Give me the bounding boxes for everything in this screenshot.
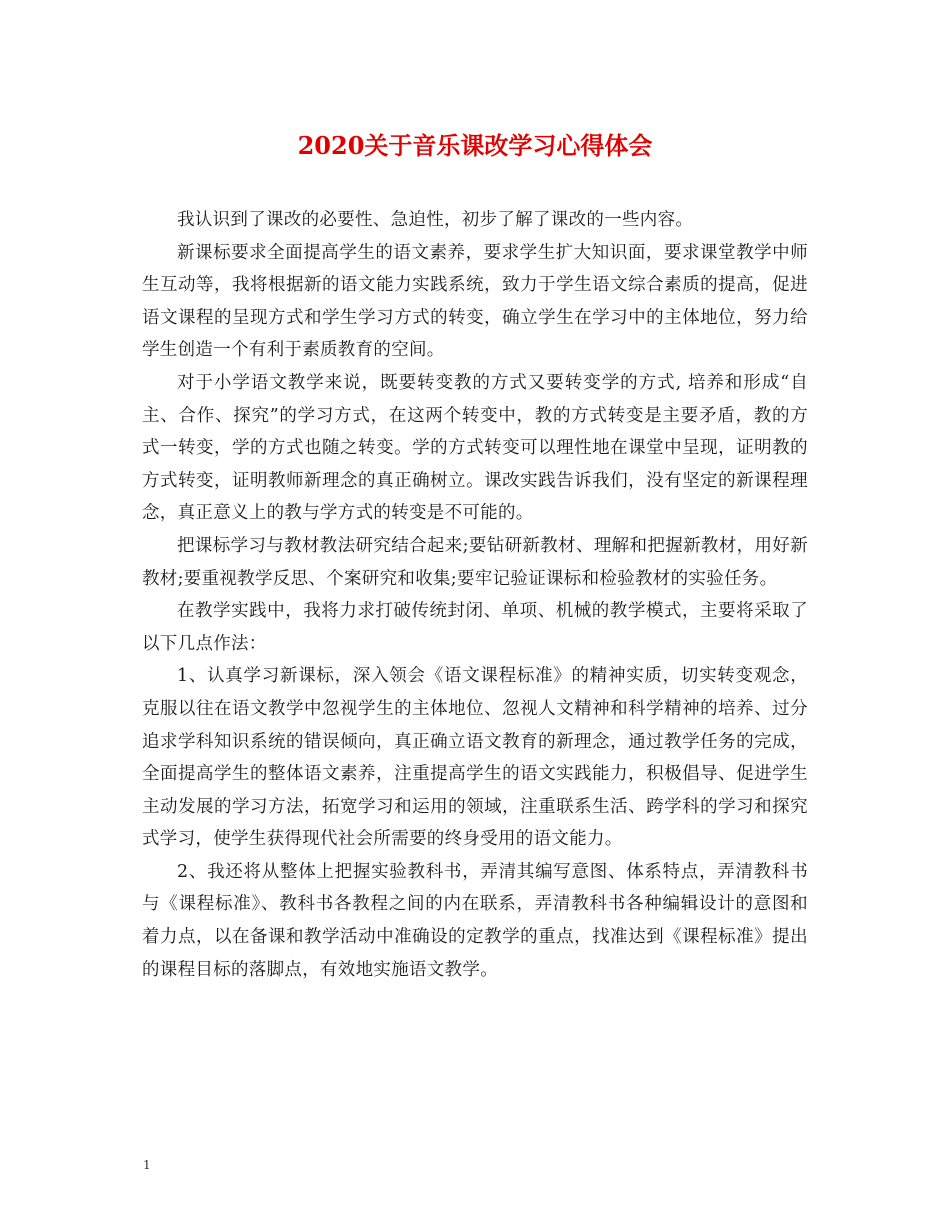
document-body [142, 204, 808, 986]
paragraph-7: 2、我还将从整体上把握实验教科书，弄清其编写意图、体系特点，弄清教科书与《课程标准》、教科书各教程之间的内在联系，弄清教科书各种编辑设计的意图和着力点，以在备课和教学活动中准确设的定教学的重点，找准达到《课程标准》提出的课程目标的落脚点，有效地实施语文教学。 [142, 861, 808, 980]
paragraph-4: 把课标学习与教材教法研究结合起来;要钻研新教材、理解和把握新教材，用好新教材;要重视教学反思、个案研究和收集;要牢记验证课标和检验教材的实验任务。 [142, 535, 808, 589]
page-number: 1 [143, 1158, 151, 1172]
paragraph-6: 1、认真学习新课标，深入领会《语文课程标准》的精神实质，切实转变观念，克服以往在语文教学中忽视学生的主体地位、忽视人文精神和科学精神的培养、过分追求学科知识系统的错误倾向，真正确立语文教育的新理念，通过教学任务的完成，全面提高学生的整体语文素养，注重提高学生的语文实践能力，积极倡导、促进学生主动发展的学习方法，拓宽学习和运用的领域，注重联系生活、跨学科的学习和探究式学习，使学生获得现代社会所需要的终身受用的语文能力。 [142, 666, 808, 850]
paragraph-3: 对于小学语文教学来说，既要转变教的方式又要转变学的方式, 培养和形成“自主、合作、探究”的学习方式，在这两个转变中，教的方式转变是主要矛盾，教的方式一转变，学的方式也随之转变。学的方式转变可以理性地在课堂中呈现，证明教的方式转变，证明教师新理念的真正确树立。课改实践告诉我们，没有坚定的新课程理念，真正意义上的教与学方式的转变是不可能的。 [142, 372, 808, 524]
paragraph-1: 我认识到了课改的必要性、急迫性，初步了解了课改的一些内容。 [177, 210, 694, 230]
page-title: 2020关于音乐课改学习心得体会 [297, 131, 653, 160]
paragraph-5: 在教学实践中，我将力求打破传统封闭、单项、机械的教学模式，主要将采取了以下几点作法： [142, 601, 808, 654]
paragraph-2: 新课标要求全面提高学生的语文素养，要求学生扩大知识面，要求课堂教学中师生互动等，我将根据新的语文能力实践系统，致力于学生语文综合素质的提高，促进语文课程的呈现方式和学生学习方式的转变，确立学生在学习中的主体地位，努力给学生创造一个有利于素质教育的空间。 [142, 242, 808, 361]
